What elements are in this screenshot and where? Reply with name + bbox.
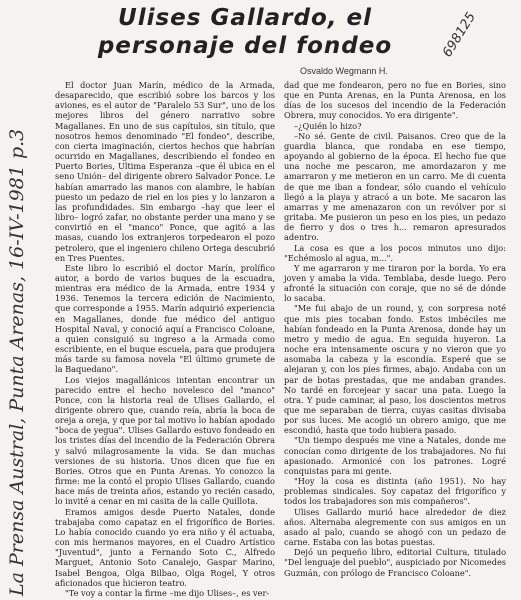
paragraph: Este libro lo escribió el doctor Marín, prolífico autor, a bordo de varios buques de la escuadra, mientras era médico de la Armada, entre 1934 y 1936. Tenemos la tercera edición de Nacimiento, que corresponde a 1955. Marín adquirió experiencia en Magallanes, donde fue médico del antiguo Hospital Naval, y conoció aquí a Francisco Coloane, a quien consiguió su ingreso a la Armada como escribiente, en el buque escuela, para que produjera más tarde su famosa novela "El último grumete de la Baquedano". — [55, 262, 275, 375]
article-byline: Osvaldo Wegmann H. — [300, 66, 388, 76]
paragraph: Y me agarraron y me tiraron por la borda. Yo era joven y amaba la vida. Temblaba, desde luego. Pero afronté la situación con coraje, que no sé de dónde lo sacaba. — [284, 262, 506, 304]
handwritten-source-note: La Prensa Austral, Punta Arenas, 16-IV-1981 p.3 — [6, 128, 28, 596]
paragraph: "Te voy a contar la firme –me dijo Ulises–, es ver- — [65, 587, 270, 598]
paragraph: dad que me fondearon, pero no fue en Bories, sino que en Punta Arenas, en la Punta Arenosa, en los días de los sucesos del incendio de la Federación Obrera, muy conocidos. Yo era dirigente". — [284, 80, 506, 121]
article-title-line-2: personaje del fondeo — [97, 33, 393, 59]
paragraph: "Me fui abajo de un round, y, con sorpresa noté que mis pies tocaban fondo. Estos imbéciles me habían fondeado en la Punta Arenosa, donde hay un metro y medio de agua. En seguida huyeron. La noche era intensamente oscura y no vieron que yo asomaba la cabeza y la escondía. Esperé que se alejaran y, con los pies firmes, abajo. Andaba con un par de botas prestadas, que me andaban grandes. No tardé en forcejear y sacar una pata. Luego la otra. Y pude caminar, al paso, los doscientos metros que me separaban de tierra, cuyas casitas divisaba por sus luces. Me acogió un obrero amigo, que me escondió, hasta que todo hubiera pasado. — [284, 303, 506, 436]
paragraph: El doctor Juan Marín, médico de la Armada, desaparecido, que escribió sobre los barcos y los aviones, es el autor de "Paralelo 53 Sur", uno de los mejores libros del género narrativo sobre Magallanes. En uno de sus capítulos, sin título, que nosotros hemos denominado "El fondeo", describe, con cierta imaginación, ciertos hechos que habrían ocurrido en Magallanes, describiendo el fondeo en Puerto Bories, Ultima Esperanza –que él ubica en el seno Unión– del dirigente obrero Salvador Ponce. Le habían amarrado las manos con alambre, le habían puesto un pedazo de riel en los pies y lo lanzaron a las profundidades. Sin embargo –hay que leer el libro– logró zafar, no obstante perder una mano y se convirtió en el "manco" Ponce, que agitó a las masas, cuando los extranjeros torpedearon el pozo petrolero, que el ingeniero chileno Ortega descubrió en Tres Puentes. — [55, 80, 275, 263]
paragraph: La cosa es que a los pocos minutos uno dijo: "Echémoslo al agua, m...". — [284, 242, 506, 263]
paragraph: "Un tiempo después me vine a Natales, donde me conocían como dirigente de los trabajadores. No fui apasionado. Armonicé con los patrones. Logré conquistas para mi gente. — [284, 435, 506, 476]
paragraph: Eramos amigos desde Puerto Natales, donde trabajaba como capataz en el frigorífico de Bories. Lo había conocido cuando yo era niño y él actuaba, con mis hermanos mayores, en el Cuadro Artístico "Juventud", junto a Fernando Soto C., Alfredo Marguet, Antonio Soto Canalejo, Gaspar Marino, Isabel Bengoa, Olga Bilbao, Olga Rogel, Y otros aficionados que hicieron teatro. — [55, 506, 275, 588]
paragraph: –No sé. Gente de civil. Paisanos. Creo que de la guardia blanca, que rondaba en ese tiempo, apoyando al gobierno de la época. El hecho fue que una noche me pescaron, me amordazaron y me amarraron y me metieron en un carro. Me di cuenta de que me iban a fondear, sólo cuando el vehículo llegó a la playa y atracó a un bote. Me sacaron las amarras y me amenazaron con un revólver por si gritaba. Me pusieron un peso en los pies, un pedazo de fierro y dos o tres h... remaron apresurados adentro. — [284, 130, 506, 243]
article-title-line-1: Ulises Gallardo, el — [118, 5, 372, 31]
article-column-right — [284, 80, 506, 578]
article-title — [55, 4, 435, 60]
paragraph: "Hoy la cosa es distinta (año 1951). No hay problemas sindicales. Soy capataz del frigorífico y todos los trabajadores son mis compañeros". — [284, 476, 506, 507]
paragraph: Los viejos magallánicos intentan encontrar un parecido entre el hecho novelesco del "manco" Ponce, con la historia real de Ulises Gallardo, el dirigente obrero que, cuando reía, abría la boca de oreja a oreja, y que por tal motivo lo habían apodado "boca de yegua". Ulises Gallardo estuvo fondeado en los tristes días del incendio de la Federación Obrera y salvó milagrosamente la vida. Se dan muchas versiones de su historia. Unos dicen que fue en Bories. Otros que en Punta Arenas. Yo conozco la firme: me la contó el propio Ulises Gallardo, cuando hace más de treinta años, estando yo recién casado, lo invité a cenar en mi casita de la calle Quillota. — [55, 374, 275, 507]
article-column-left — [55, 80, 275, 598]
paragraph: –¿Quién lo hizo? — [294, 120, 362, 131]
paragraph: Ulises Gallardo murió hace alrededor de diez años. Alternaba alegremente con sus amigos en un asado al palo, cuando se ahogó con un pedazo de carne. Estaba con las botas puestas. — [284, 506, 506, 548]
paragraph: Dejó un pequeño libro, editorial Cultura, titulado "Del lenguaje del pueblo", auspiciado por Nicomedes Guzmán, con prólogo de Francisco Coloane". — [284, 547, 506, 578]
handwritten-catalog-number: 698125 — [440, 9, 480, 60]
